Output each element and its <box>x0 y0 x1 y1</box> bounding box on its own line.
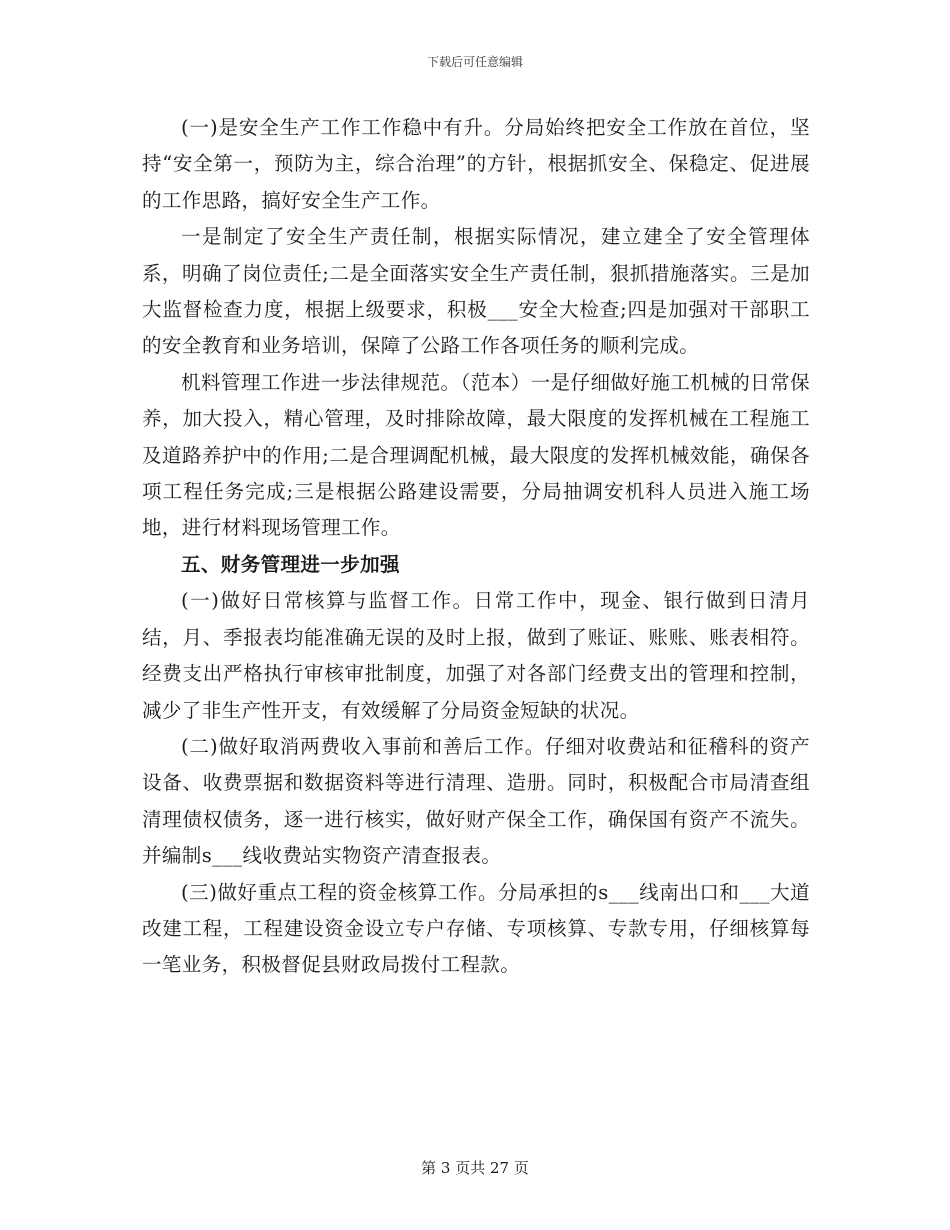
page-header: 下载后可任意编辑 <box>426 55 523 69</box>
page-number: 第 3 页共 27 页 <box>421 1159 529 1177</box>
paragraph: (一)是安全生产工作工作稳中有升。分局始终把安全工作放在首位，坚持“安全第一，预防为主，综合治理”的方针，根据抓安全、保稳定、促进展的工作思路，搞好安全生产工作。 <box>142 116 810 212</box>
paragraph: (三)做好重点工程的资金核算工作。分局承担的s___线南出口和___大道改建工程，工程建设资金设立专户存储、专项核算、专款专用，仔细核算每一笔业务，积极督促县财政局拨付工程款。 <box>142 880 810 977</box>
paragraph: 机料管理工作进一步法律规范。（范本）一是仔细做好施工机械的日常保养，加大投入，精心管理，及时排除故障，最大限度的发挥机械在工程施工及道路养护中的作用;二是合理调配机械，最大限度的发挥机械效能，确保各项工程任务完成;三是根据公路建设需要，分局抽调安机科人员进入施工场地，进行材料现场管理工作。 <box>142 370 810 540</box>
paragraph: (一)做好日常核算与监督工作。日常工作中，现金、银行做到日清月结，月、季报表均能准确无误的及时上报，做到了账证、账账、账表相符。经费支出严格执行审核审批制度，加强了对各部门经费支出的管理和控制，减少了非生产性开支，有效缓解了分局资金短缺的状况。 <box>142 589 810 722</box>
paragraph: (二)做好取消两费收入事前和善后工作。仔细对收费站和征稽科的资产设备、收费票据和数据资料等进行清理、造册。同时，积极配合市局清查组清理债权债务，逐一进行核实，做好财产保全工作，确保国有资产不流失。并编制s___线收费站实物资产清查报表。 <box>142 734 810 868</box>
section-heading: 五、财务管理进一步加强 <box>181 552 400 576</box>
document-body <box>142 110 810 984</box>
paragraph: 一是制定了安全生产责任制，根据实际情况，建立建全了安全管理体系，明确了岗位责任;二是全面落实安全生产责任制，狠抓措施落实。三是加大监督检查力度，根据上级要求，积极___安全大检查;四是加强对干部职工的安全教育和业务培训，保障了公路工作各项任务的顺利完成。 <box>142 225 810 358</box>
